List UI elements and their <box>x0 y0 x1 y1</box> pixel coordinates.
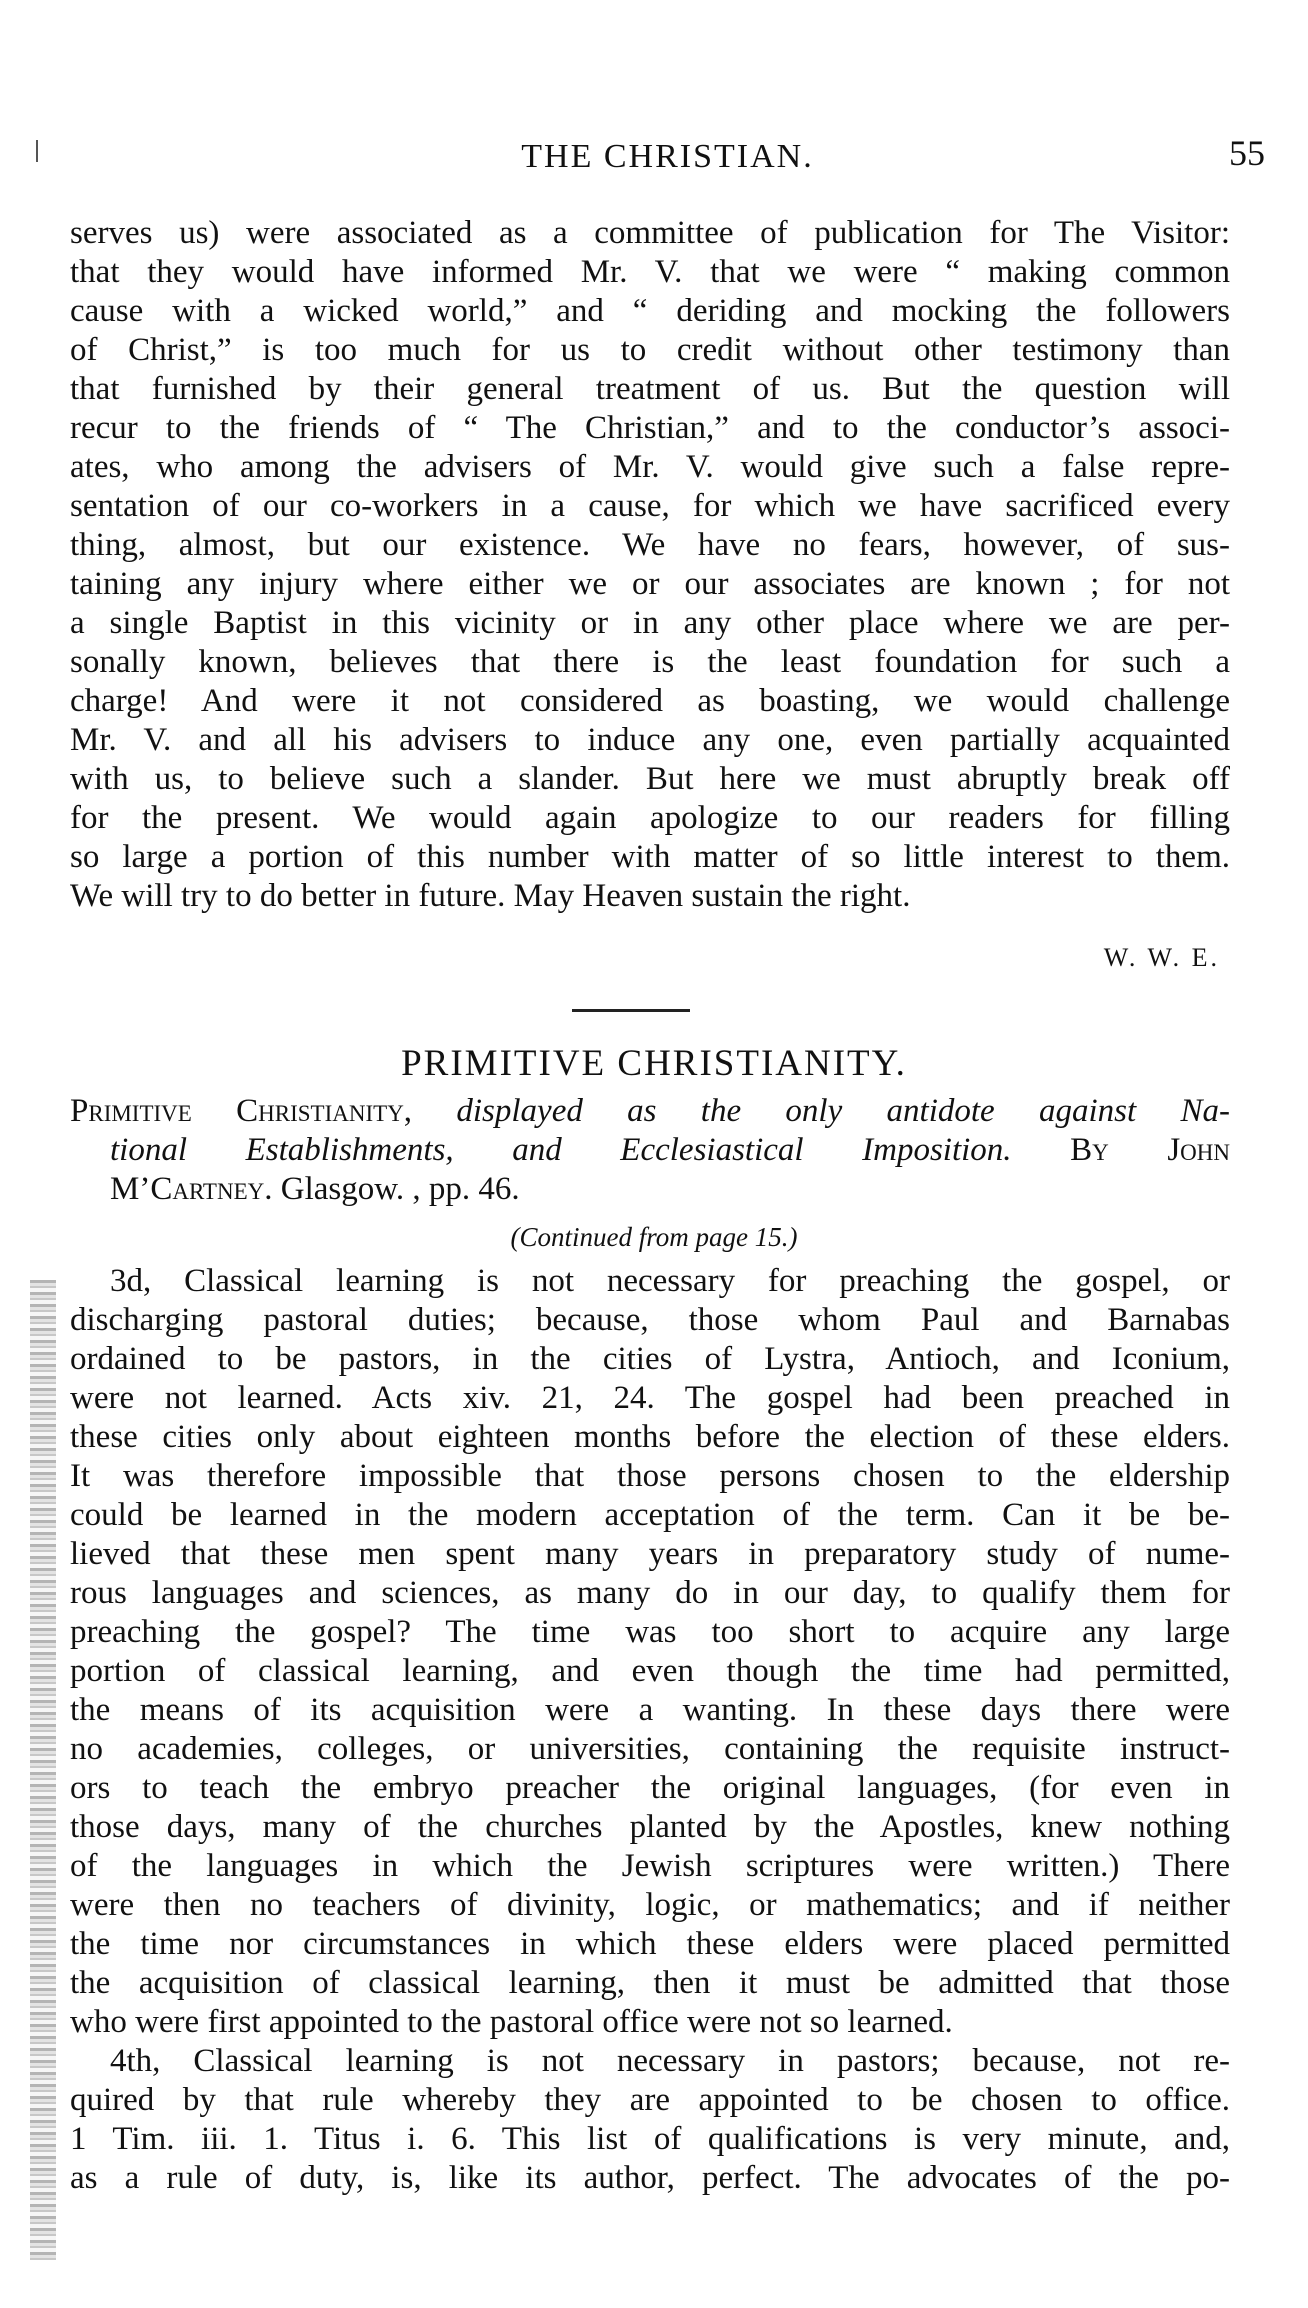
margin-mark <box>36 140 38 162</box>
text-line: lieved that these men spent many years in preparatory study of nume- <box>70 1536 1230 1572</box>
text-line: charge! And were it not considered as boasting, we would challenge <box>70 683 1230 719</box>
text-line: for the present. We would again apologize to our readers for filling <box>70 800 1230 836</box>
text-line: ordained to be pastors, in the cities of Lystra, Antioch, and Iconium, <box>70 1341 1230 1377</box>
text-line: discharging pastoral duties; because, those whom Paul and Barnabas <box>70 1302 1230 1338</box>
text-line: with us, to believe such a slander. But here we must abruptly break off <box>70 761 1230 797</box>
text-line: portion of classical learning, and even though the time had permitted, <box>70 1653 1230 1689</box>
text-line: preaching the gospel? The time was too short to acquire any large <box>70 1614 1230 1650</box>
text-line: that furnished by their general treatment of us. But the question will <box>70 371 1230 407</box>
article-body <box>70 1262 1230 2198</box>
binding-edge-shadow <box>30 1280 56 2260</box>
running-head <box>70 133 1265 188</box>
text-line: 4th, Classical learning is not necessary in pastors; because, not re- <box>110 2043 1230 2079</box>
bib-line <box>70 1131 1230 1170</box>
bib-publication: Glasgow. , pp. 46. <box>280 1171 520 1207</box>
text-line: serves us) were associated as a committee of publication for The Visitor: <box>70 215 1230 251</box>
bibliographic-entry <box>70 1092 1230 1209</box>
bib-line <box>70 1170 1230 1209</box>
text-line: sonally known, believes that there is the least foundation for such a <box>70 644 1230 680</box>
page-number: 55 <box>1229 133 1265 173</box>
text-line: thing, almost, but our existence. We have no fears, however, of sus- <box>70 527 1230 563</box>
text-line: rous languages and sciences, as many do in our day, to qualify them for <box>70 1575 1230 1611</box>
bib-subtitle-cont: tional Establishments, and Ecclesiastical Imposition. <box>110 1132 1012 1168</box>
text-line: Mr. V. and all his advisers to induce any one, even partially acquainted <box>70 722 1230 758</box>
text-line: sentation of our co-workers in a cause, for which we have sacrificed every <box>70 488 1230 524</box>
text-line: so large a portion of this number with matter of so little interest to them. <box>70 839 1230 875</box>
bib-title-caps: Primitive Christianity, <box>70 1093 413 1129</box>
text-line: no academies, colleges, or universities, containing the requisite instruct- <box>70 1731 1230 1767</box>
text-line: as a rule of duty, is, like its author, perfect. The advocates of the po- <box>70 2160 1230 2196</box>
text-line: were not learned. Acts xiv. 21, 24. The gospel had been preached in <box>70 1380 1230 1416</box>
text-line: quired by that rule whereby they are appointed to be chosen to office. <box>70 2082 1230 2118</box>
text-line: of the languages in which the Jewish scriptures were written.) There <box>70 1848 1230 1884</box>
text-line: those days, many of the churches planted by the Apostles, knew nothing <box>70 1809 1230 1845</box>
text-line: the time nor circumstances in which these elders were placed permitted <box>70 1926 1230 1962</box>
article-continuation <box>70 214 1230 916</box>
running-title: THE CHRISTIAN. <box>521 138 814 175</box>
text-line: ors to teach the embryo preacher the original languages, (for even in <box>70 1770 1230 1806</box>
text-line: We will try to do better in future. May Heaven sustain the right. <box>70 878 911 914</box>
continued-note: (Continued from page 15.) <box>510 1222 798 1252</box>
bib-line <box>70 1092 1230 1131</box>
text-line: ates, who among the advisers of Mr. V. would give such a false repre- <box>70 449 1230 485</box>
text-line: of Christ,” is too much for us to credit without other testimony than <box>70 332 1230 368</box>
text-line: that they would have informed Mr. V. that we were “ making common <box>70 254 1230 290</box>
text-line: the means of its acquisition were a wanting. In these days there were <box>70 1692 1230 1728</box>
text-line: 3d, Classical learning is not necessary for preaching the gospel, or <box>110 1263 1230 1299</box>
text-line: could be learned in the modern acceptation of the term. Can it be be- <box>70 1497 1230 1533</box>
text-line: were then no teachers of divinity, logic, or mathematics; and if neither <box>70 1887 1230 1923</box>
text-line: taining any injury where either we or our associates are known ; for not <box>70 566 1230 602</box>
section-divider <box>572 1009 690 1012</box>
text-line: recur to the friends of “ The Christian,” and to the conductor’s associ- <box>70 410 1230 446</box>
text-line: the acquisition of classical learning, then it must be admitted that those <box>70 1965 1230 2001</box>
bib-by: By John <box>1070 1132 1231 1168</box>
text-line: who were first appointed to the pastoral office were not so learned. <box>70 2004 953 2040</box>
text-line: It was therefore impossible that those persons chosen to the eldership <box>70 1458 1230 1494</box>
text-line: 1 Tim. iii. 1. Titus i. 6. This list of qualifications is very minute, and, <box>70 2121 1230 2157</box>
author-signature: W. W. E. <box>1103 943 1220 972</box>
text-line: a single Baptist in this vicinity or in any other place where we are per- <box>70 605 1230 641</box>
bib-author: M’Cartney. <box>110 1171 273 1207</box>
section-title: PRIMITIVE CHRISTIANITY. <box>401 1043 907 1084</box>
text-line: cause with a wicked world,” and “ deriding and mocking the followers <box>70 293 1230 329</box>
text-line: these cities only about eighteen months before the election of these elders. <box>70 1419 1230 1455</box>
bib-subtitle: displayed as the only antidote against Na- <box>456 1093 1231 1129</box>
